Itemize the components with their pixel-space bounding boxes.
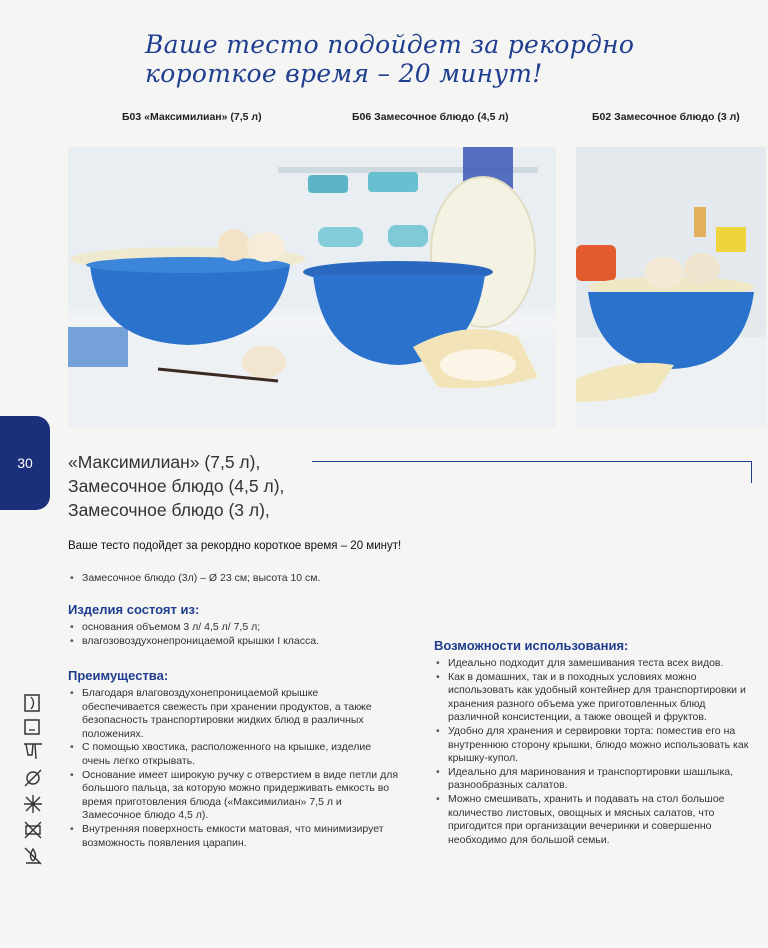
care-icons [22, 693, 48, 871]
composition-section [68, 602, 398, 648]
no-grill-icon [22, 819, 44, 841]
no-oven-icon [22, 767, 44, 789]
product-photo-small-bowl [576, 147, 766, 427]
caption-maximilian: Б03 «Максимилиан» (7,5 л) [122, 111, 262, 123]
page-number: 30 [17, 455, 33, 471]
advantages-section [68, 668, 398, 850]
no-stove-icon [22, 793, 44, 815]
caption-bowl-4-5: Б06 Замесочное блюдо (4,5 л) [352, 111, 509, 123]
caption-bowl-3: Б02 Замесочное блюдо (3 л) [592, 111, 740, 123]
usage-item: • Идеально подходит для замешивания теста всех видов. [434, 657, 756, 671]
usage-heading: Возможности использования: [434, 638, 629, 653]
spec-line [68, 572, 320, 586]
usage-item: • Удобно для хранения и сервировки торта: поместив его на внутреннюю сторону крышки, блюдо можно использовать как крышку-купол. [434, 725, 756, 766]
product-photo-large-bowls [68, 147, 556, 427]
title-rule [312, 461, 752, 462]
page-number-tab [0, 416, 50, 510]
small-bowl-illustration [576, 147, 766, 427]
advantage-item: • С помощью хвостика, расположенного на крышке, изделие очень легко открывать. [68, 741, 398, 768]
composition-heading: Изделия состоят из: [68, 602, 200, 617]
headline: Ваше тесто подойдет за рекордно короткое время – 20 минут! [145, 30, 635, 88]
composition-item: • основания объемом 3 л/ 4,5 л/ 7,5 л; [68, 621, 398, 635]
usage-item: • Можно смешивать, хранить и подавать на стол большое количество листовых, овощных и мясных салатов, что пригодится при организации вечеринки и совершенно необходимо для большой семьи. [434, 793, 756, 847]
microwave-icon [22, 693, 44, 713]
advantage-item: • Внутренняя поверхность емкости матовая, что минимизирует возможность появления царапин. [68, 823, 398, 850]
title-line: «Максимилиан» (7,5 л), [68, 452, 261, 472]
title-rule-end [751, 461, 752, 483]
title-line: Замесочное блюдо (3 л), [68, 500, 270, 520]
usage-item: • Как в домашних, так и в походных условиях можно использовать как удобный контейнер для транспортировки и хранения разного объема уже приготовленных блюд различной консистенции, а также овощей и фруктов. [434, 671, 756, 725]
spec-item: • Замесочное блюдо (3л) – Ø 23 см; высота 10 см. [68, 572, 320, 586]
lead-text: Ваше тесто подойдет за рекордно короткое время – 20 минут! [68, 540, 402, 552]
usage-item: • Идеально для маринования и транспортировки шашлыка, разнообразных салатов. [434, 766, 756, 793]
dishwasher-icon [22, 741, 44, 763]
freezer-icon [22, 717, 44, 737]
product-title [68, 450, 284, 522]
advantage-item: • Благодаря влаговоздухонепроницаемой крышке обеспечивается свежесть при хранении продуктов, а также безопасность транспортировки жидких блюд в различных положениях. [68, 687, 398, 741]
advantages-heading: Преимущества: [68, 668, 169, 683]
usage-section [434, 638, 756, 847]
bowls-illustration [68, 147, 556, 427]
no-open-fire-icon [22, 845, 44, 867]
advantage-item: • Основание имеет широкую ручку с отверстием в виде петли для большого пальца, за которую можно придерживать емкость во время приготовления блюда («Максимилиан» 7,5 л и Замесочное блюдо 4,5 л). [68, 769, 398, 823]
composition-item: • влагозовоздухонепроницаемой крышки I класса. [68, 635, 398, 649]
title-line: Замесочное блюдо (4,5 л), [68, 476, 285, 496]
